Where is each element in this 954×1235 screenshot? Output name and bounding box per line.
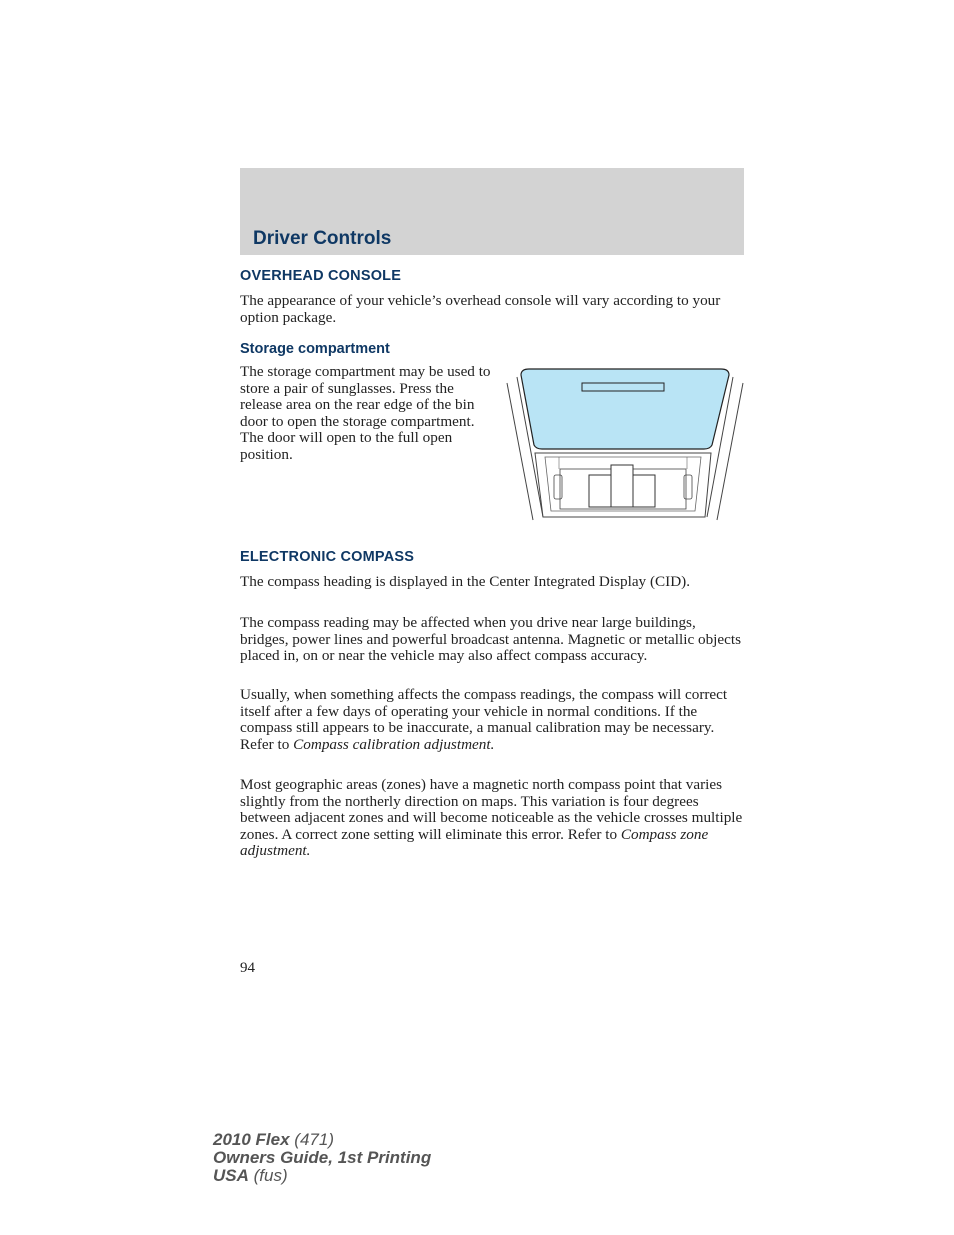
compass-paragraph-3 <box>240 687 748 753</box>
compass-zone-reference: Compass zone adjustment <box>240 825 709 859</box>
overhead-console-heading: OVERHEAD CONSOLE <box>240 268 402 284</box>
footer-model: 2010 Flex <box>213 1130 290 1149</box>
compass-paragraph-4 <box>240 777 748 860</box>
storage-compartment-heading: Storage compartment <box>240 341 390 357</box>
compass-paragraph-4-text: Most geographic areas (zones) have a magnetic north compass point that varies slightly from the northerly direction on maps. This variation is four degrees between adjacent zones and will become noticeable as the vehicle crosses multiple zones. A correct zone setting will eliminate this error. Refer to <box>240 776 743 843</box>
document-footer <box>213 1131 431 1185</box>
storage-compartment-text: The storage compartment may be used to store a pair of sunglasses. Press the release area on the rear edge of the bin door to open the storage compartment. The door will open to the full open position. <box>240 363 491 463</box>
footer-region: USA <box>213 1166 249 1185</box>
compass-paragraph-2: The compass reading may be affected when you drive near large buildings, bridges, power lines and powerful broadcast antenna. Magnetic or metallic objects placed in, on or near the vehicle may also affect compass accuracy. <box>240 614 742 664</box>
page-title: Driver Controls <box>253 228 392 249</box>
footer-model-code: (471) <box>294 1130 334 1149</box>
compass-paragraph-3-end: . <box>490 735 495 753</box>
compass-calibration-reference: Compass calibration adjustment <box>293 735 491 753</box>
overhead-console-illustration <box>505 365 745 525</box>
footer-region-code: (fus) <box>253 1166 288 1185</box>
compass-paragraph-4-end: . <box>306 842 311 859</box>
page-number: 94 <box>240 960 255 976</box>
footer-guide: Owners Guide, 1st Printing <box>213 1148 432 1167</box>
overhead-console-intro: The appearance of your vehicle’s overhead console will vary according to your option package. <box>240 292 721 326</box>
electronic-compass-heading: ELECTRONIC COMPASS <box>240 549 415 565</box>
compass-paragraph-3-text: Usually, when something affects the compass readings, the compass will correct itself after a few days of operating your vehicle in normal conditions. If the compass still appears to be inaccurate, a manual calibration may be necessary. Refer to <box>240 686 728 753</box>
compass-paragraph-1: The compass heading is displayed in the Center Integrated Display (CID). <box>240 573 691 590</box>
